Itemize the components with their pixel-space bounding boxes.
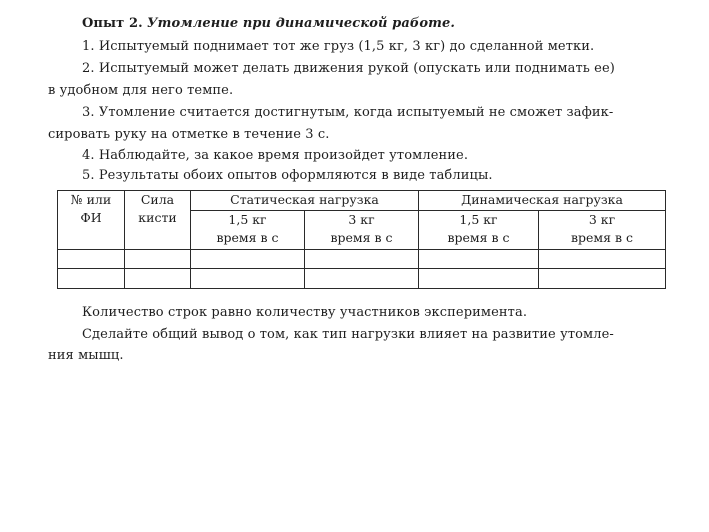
table-cell: [419, 269, 539, 289]
experiment-title: [82, 14, 455, 33]
table-cell: [539, 269, 666, 289]
note-rows: Количество строк равно количеству участников эксперимента.: [82, 305, 528, 320]
header-dynamic-load: Динамическая нагрузка: [419, 191, 666, 211]
step-4: 4. Наблюдайте, за какое время произойдет утомление.: [82, 148, 469, 163]
step-3-continued: сировать руку на отметке в течение 3 с.: [48, 127, 330, 142]
table-cell: [419, 250, 539, 269]
table-cell: [125, 269, 191, 289]
step-3: 3. Утомление считается достигнутым, когда испытуемый не сможет зафик-: [82, 105, 614, 120]
subheader-static-1-5kg: 1,5 кг время в с: [191, 211, 305, 250]
table-row: [58, 269, 666, 289]
subheader-dynamic-3kg: 3 кг время в с: [539, 211, 666, 250]
header-static-load: Статическая нагрузка: [191, 191, 419, 211]
table-cell: [305, 269, 419, 289]
header-grip-strength: Сила кисти: [125, 191, 191, 250]
table-cell: [125, 250, 191, 269]
conclusion-task-continued: ния мышц.: [48, 348, 124, 363]
table-cell: [58, 250, 125, 269]
conclusion-task: Сделайте общий вывод о том, как тип нагрузки влияет на развитие утомле-: [82, 327, 614, 342]
step-2-continued: в удобном для него темпе.: [48, 83, 234, 98]
table-cell: [305, 250, 419, 269]
table-cell: [191, 269, 305, 289]
table-cell: [58, 269, 125, 289]
table-cell: [539, 250, 666, 269]
table-row: [58, 250, 666, 269]
header-number-or-name: № или ФИ: [58, 191, 125, 250]
subheader-static-3kg: 3 кг время в с: [305, 211, 419, 250]
results-table: [57, 190, 666, 289]
subheader-dynamic-1-5kg: 1,5 кг время в с: [419, 211, 539, 250]
step-5: 5. Результаты обоих опытов оформляются в виде таблицы.: [82, 168, 493, 183]
experiment-name: Утомление при динамической работе.: [146, 16, 455, 31]
table-cell: [191, 250, 305, 269]
step-1: 1. Испытуемый поднимает тот же груз (1,5 кг, 3 кг) до сделанной метки.: [82, 39, 595, 54]
experiment-number: Опыт 2.: [82, 16, 143, 31]
step-2: 2. Испытуемый может делать движения рукой (опускать или поднимать ее): [82, 61, 615, 76]
